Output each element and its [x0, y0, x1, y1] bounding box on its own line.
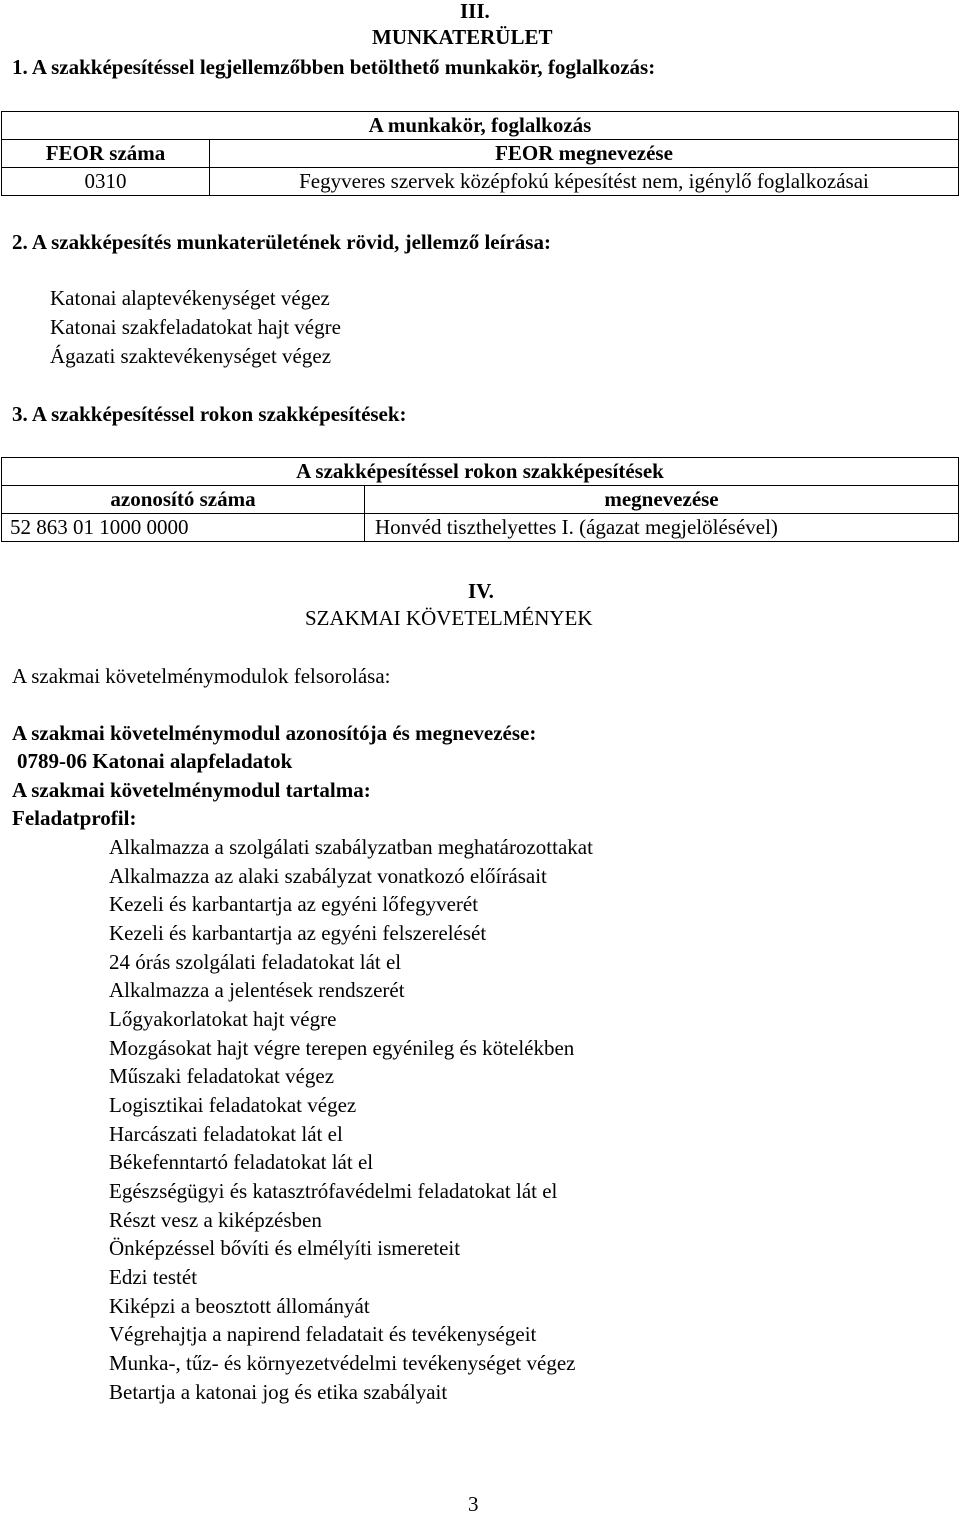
section4-roman-numeral: IV. [468, 579, 494, 603]
occupation-table [1, 111, 959, 196]
qualification-name-header: megnevezése [365, 486, 959, 514]
task-item: Logisztikai feladatokat végez [109, 1093, 357, 1117]
task-item: Békefenntartó feladatokat lát el [109, 1150, 374, 1174]
task-item: Mozgásokat hajt végre terepen egyénileg és kötelékben [109, 1036, 575, 1060]
qualification-id-header: azonosító száma [2, 486, 365, 514]
section3-roman-numeral: III. [460, 0, 490, 23]
task-item: Műszaki feladatokat végez [109, 1064, 335, 1088]
task-item: Lőgyakorlatokat hajt végre [109, 1007, 337, 1031]
task-item: Munka-, tűz- és környezetvédelmi tevékenységet végez [109, 1351, 576, 1375]
task-item: Végrehajtja a napirend feladatait és tevékenységeit [109, 1322, 537, 1346]
section4-title: SZAKMAI KÖVETELMÉNYEK [305, 606, 593, 630]
occupation-table-caption: A munkakör, foglalkozás [2, 112, 959, 140]
task-item: Alkalmazza a szolgálati szabályzatban meghatározottakat [109, 835, 593, 859]
qualification-id-cell: 52 863 01 1000 0000 [2, 514, 365, 542]
task-profile-heading: Feladatprofil: [12, 806, 137, 830]
task-item: Kiképzi a beosztott állományát [109, 1294, 370, 1318]
feor-name-cell: Fegyveres szervek középfokú képesítést nem, igénylő foglalkozásai [210, 168, 959, 196]
related-qualifications-table [1, 457, 959, 542]
section3-item1-heading: 1. A szakképesítéssel legjellemzőbben betölthető munkakör, foglalkozás: [12, 55, 656, 79]
description-line: Katonai alaptevékenységet végez [50, 286, 330, 310]
table-row [2, 514, 959, 542]
feor-name-header: FEOR megnevezése [210, 140, 959, 168]
task-item: Harcászati feladatokat lát el [109, 1122, 343, 1146]
related-qualifications-caption: A szakképesítéssel rokon szakképesítések [2, 458, 959, 486]
task-item: Alkalmazza a jelentések rendszerét [109, 978, 405, 1002]
section3-item2-heading: 2. A szakképesítés munkaterületének rövid, jellemző leírása: [12, 230, 551, 254]
task-item: 24 órás szolgálati feladatokat lát el [109, 950, 402, 974]
task-item: Edzi testét [109, 1265, 198, 1289]
module-content-heading: A szakmai követelménymodul tartalma: [12, 778, 371, 802]
qualification-name-cell: Honvéd tiszthelyettes I. (ágazat megjelölésével) [365, 514, 959, 542]
module-code-name: 0789-06 Katonai alapfeladatok [17, 749, 293, 773]
task-item: Betartja a katonai jog és etika szabályait [109, 1380, 448, 1404]
task-item: Kezeli és karbantartja az egyéni lőfegyverét [109, 892, 479, 916]
task-item: Kezeli és karbantartja az egyéni felszerelését [109, 921, 487, 945]
description-line: Ágazati szaktevékenységet végez [50, 344, 332, 368]
feor-code-header: FEOR száma [2, 140, 210, 168]
description-line: Katonai szakfeladatokat hajt végre [50, 315, 341, 339]
modules-list-heading: A szakmai követelménymodulok felsorolása: [12, 664, 391, 688]
table-row [2, 168, 959, 196]
page-number: 3 [468, 1492, 479, 1516]
section3-title: MUNKATERÜLET [372, 25, 553, 49]
task-item: Egészségügyi és katasztrófavédelmi feladatokat lát el [109, 1179, 558, 1203]
task-item: Részt vesz a kiképzésben [109, 1208, 322, 1232]
task-item: Önképzéssel bővíti és elmélyíti ismereteit [109, 1236, 461, 1260]
feor-code-cell: 0310 [2, 168, 210, 196]
section3-item3-heading: 3. A szakképesítéssel rokon szakképesítések: [12, 402, 407, 426]
module-id-heading: A szakmai követelménymodul azonosítója és megnevezése: [12, 721, 537, 745]
task-item: Alkalmazza az alaki szabályzat vonatkozó előírásait [109, 864, 547, 888]
